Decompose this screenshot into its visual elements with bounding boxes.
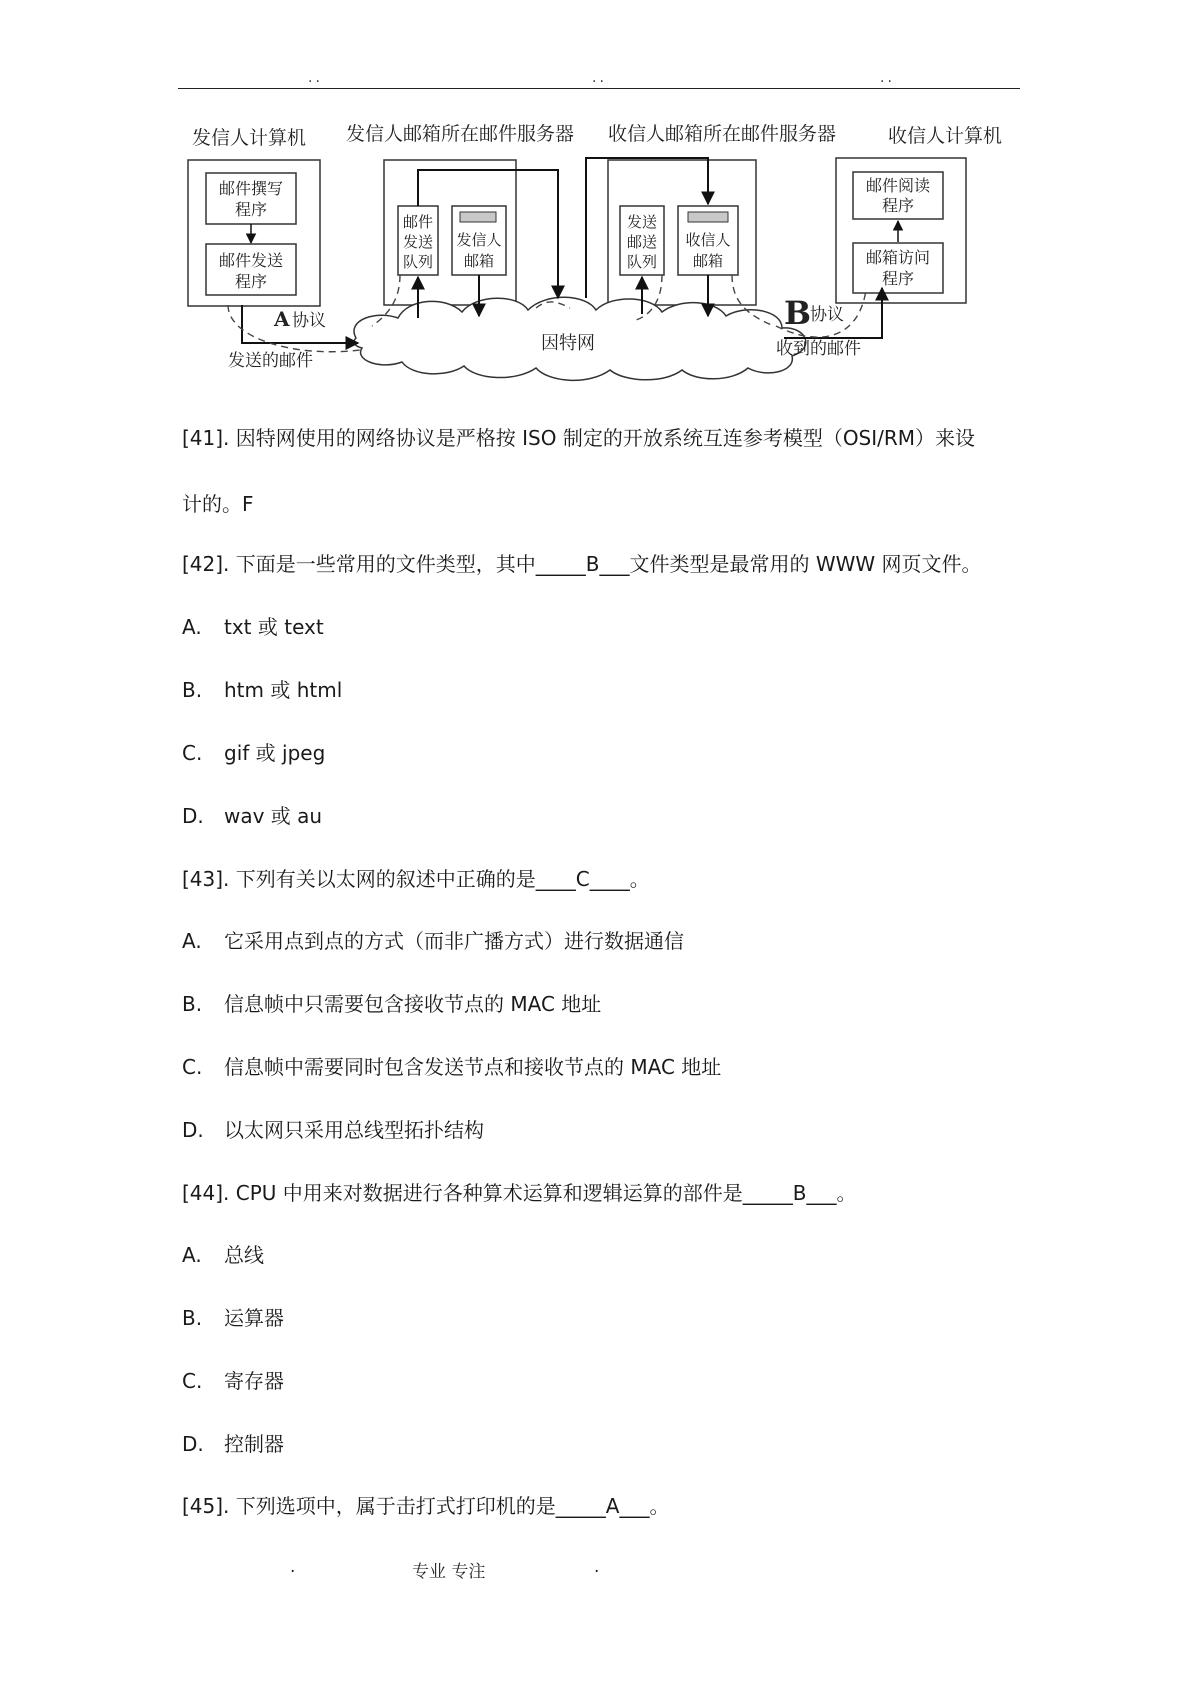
receiver-pc-title: 收信人计算机 <box>888 125 1003 147</box>
sender-server-title: 发信人邮箱所在邮件服务器 <box>346 123 575 145</box>
compose-label-2: 程序 <box>234 200 268 219</box>
q42-option-b: B. htm 或 html <box>182 678 343 702</box>
queue1-label-2: 发送 <box>402 233 434 251</box>
queue2-label-1: 发送 <box>626 213 658 231</box>
q44-option-c: C. 寄存器 <box>182 1369 284 1393</box>
question-43: [43]. 下列有关以太网的叙述中正确的是____C____。 <box>182 867 650 891</box>
footer-center-text: 专业 专注 <box>412 1562 486 1582</box>
q42-option-a: A. txt 或 text <box>182 615 324 639</box>
read-label-1: 邮件阅读 <box>865 176 931 195</box>
protocol-b-letter: B <box>784 294 812 332</box>
header-dots-mid: .. <box>592 70 607 86</box>
question-44: [44]. CPU 中用来对数据进行各种算术运算和逻辑运算的部件是_____B___。 <box>182 1181 857 1205</box>
header-dots-left: .. <box>308 70 323 86</box>
q44-option-d: D. 控制器 <box>182 1432 284 1456</box>
protocol-a-letter: A <box>274 307 290 331</box>
q44-option-b: B. 运算器 <box>182 1306 284 1330</box>
q43-option-d: D. 以太网只采用总线型拓扑结构 <box>182 1118 484 1142</box>
question-42: [42]. 下面是一些常用的文件类型，其中_____B___文件类型是最常用的 WWW 网页文件。 <box>182 552 982 576</box>
q43-option-b: B. 信息帧中只需要包含接收节点的 MAC 地址 <box>182 992 602 1016</box>
queue2-label-3: 队列 <box>626 253 658 271</box>
sender-mailbox-label-1: 发信人 <box>456 231 502 249</box>
q42-option-c: C. gif 或 jpeg <box>182 741 326 765</box>
receiver-server-title: 收信人邮箱所在邮件服务器 <box>608 123 837 145</box>
internet-label: 因特网 <box>541 333 595 354</box>
sender-mailbox-label-2: 邮箱 <box>463 252 495 270</box>
footer-dot-right: . <box>594 1557 600 1577</box>
queue1-label-1: 邮件 <box>402 213 434 231</box>
compose-label-1: 邮件撰写 <box>218 179 284 198</box>
question-41-line-2: 计的。F <box>182 492 254 516</box>
protocol-b-suffix: 协议 <box>810 305 844 325</box>
footer-dot-left: . <box>290 1557 296 1577</box>
q42-option-d: D. wav 或 au <box>182 804 323 828</box>
q43-option-a: A. 它采用点到点的方式（而非广播方式）进行数据通信 <box>182 929 684 953</box>
received-mail-label: 收到的邮件 <box>776 339 861 359</box>
read-label-2: 程序 <box>881 196 915 215</box>
send-label-1: 邮件发送 <box>218 251 284 270</box>
send-label-2: 程序 <box>234 272 268 291</box>
access-label-2: 程序 <box>881 269 915 288</box>
receiver-mailbox-label-1: 收信人 <box>685 231 731 249</box>
access-label-1: 邮箱访问 <box>865 248 931 267</box>
queue1-label-3: 队列 <box>402 253 434 271</box>
question-45: [45]. 下列选项中，属于击打式打印机的是_____A___。 <box>182 1494 670 1518</box>
email-flow-diagram <box>176 120 1026 410</box>
sender-pc-title: 发信人计算机 <box>192 127 307 149</box>
question-41-line-1: [41]. 因特网使用的网络协议是严格按 ISO 制定的开放系统互连参考模型（OSI/RM）来设 <box>182 426 976 450</box>
header-rule <box>178 88 1020 89</box>
q43-option-c: C. 信息帧中需要同时包含发送节点和接收节点的 MAC 地址 <box>182 1055 722 1079</box>
header-dots-right: .. <box>880 70 895 86</box>
receiver-mailbox-label-2: 邮箱 <box>692 252 724 270</box>
protocol-a-suffix: 协议 <box>292 311 326 331</box>
receiver-mailbox-slot <box>688 212 728 222</box>
sender-mailbox-slot <box>460 212 496 222</box>
q44-option-a: A. 总线 <box>182 1243 264 1267</box>
queue2-label-2: 邮送 <box>626 233 658 251</box>
sent-mail-label: 发送的邮件 <box>228 351 313 371</box>
